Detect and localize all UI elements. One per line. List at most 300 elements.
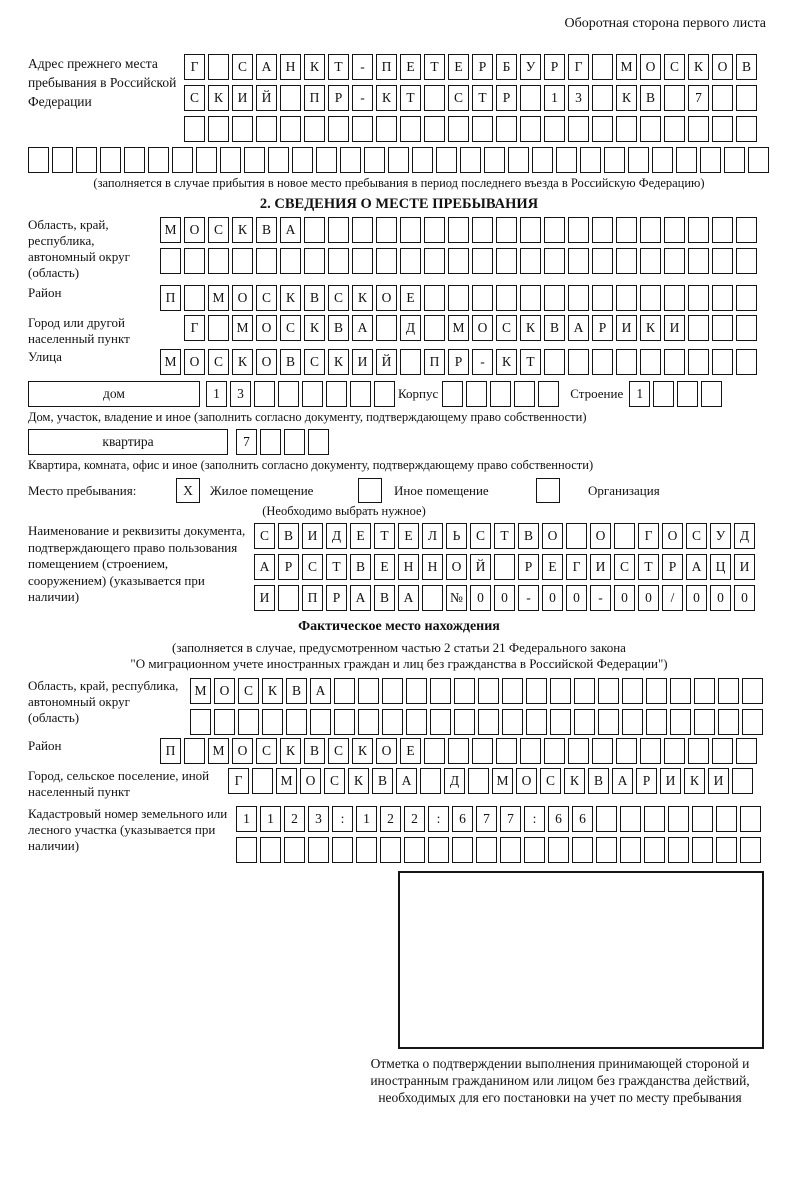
char-box[interactable]: Р — [518, 554, 539, 580]
char-box[interactable]: У — [710, 523, 731, 549]
char-box[interactable] — [614, 523, 635, 549]
char-box[interactable]: Е — [448, 54, 469, 80]
char-box[interactable]: С — [254, 523, 275, 549]
char-box[interactable] — [520, 116, 541, 142]
char-box[interactable]: : — [332, 806, 353, 832]
char-box[interactable] — [400, 349, 421, 375]
char-box[interactable] — [664, 248, 685, 274]
char-box[interactable] — [400, 248, 421, 274]
char-box[interactable] — [646, 709, 667, 735]
char-box[interactable]: Р — [544, 54, 565, 80]
char-box[interactable]: С — [496, 315, 517, 341]
char-box[interactable]: С — [232, 54, 253, 80]
char-box[interactable] — [736, 116, 757, 142]
char-box[interactable]: М — [160, 349, 181, 375]
char-box[interactable]: Р — [636, 768, 657, 794]
char-box[interactable] — [544, 217, 565, 243]
char-box[interactable] — [350, 381, 371, 407]
char-box[interactable] — [572, 837, 593, 863]
char-box[interactable]: О — [232, 285, 253, 311]
char-box[interactable] — [332, 837, 353, 863]
char-box[interactable] — [616, 248, 637, 274]
char-box[interactable]: 0 — [494, 585, 515, 611]
char-box[interactable]: А — [398, 585, 419, 611]
char-box[interactable] — [688, 116, 709, 142]
char-box[interactable]: И — [590, 554, 611, 580]
char-box[interactable]: О — [256, 349, 277, 375]
char-box[interactable]: Р — [472, 54, 493, 80]
char-box[interactable] — [712, 248, 733, 274]
char-box[interactable] — [592, 248, 613, 274]
char-box[interactable] — [340, 147, 361, 173]
char-box[interactable] — [640, 248, 661, 274]
char-box[interactable] — [544, 738, 565, 764]
char-box[interactable]: П — [304, 85, 325, 111]
char-box[interactable] — [374, 381, 395, 407]
char-box[interactable] — [646, 678, 667, 704]
char-box[interactable]: В — [350, 554, 371, 580]
char-box[interactable]: К — [496, 349, 517, 375]
char-box[interactable]: Е — [374, 554, 395, 580]
char-box[interactable] — [524, 837, 545, 863]
char-box[interactable]: В — [286, 678, 307, 704]
char-box[interactable] — [688, 315, 709, 341]
char-box[interactable] — [664, 285, 685, 311]
char-box[interactable] — [496, 116, 517, 142]
char-box[interactable]: О — [376, 285, 397, 311]
char-box[interactable]: 2 — [380, 806, 401, 832]
char-box[interactable]: - — [352, 54, 373, 80]
char-box[interactable] — [592, 217, 613, 243]
char-box[interactable] — [184, 738, 205, 764]
char-box[interactable] — [724, 147, 745, 173]
char-box[interactable] — [526, 678, 547, 704]
char-box[interactable]: Н — [398, 554, 419, 580]
char-box[interactable] — [302, 381, 323, 407]
char-box[interactable] — [124, 147, 145, 173]
char-box[interactable]: 0 — [470, 585, 491, 611]
char-box[interactable] — [620, 806, 641, 832]
checkbox-organization[interactable] — [536, 478, 560, 503]
char-box[interactable] — [592, 116, 613, 142]
char-box[interactable]: 7 — [500, 806, 521, 832]
char-box[interactable]: Д — [326, 523, 347, 549]
char-box[interactable] — [428, 837, 449, 863]
char-box[interactable] — [520, 248, 541, 274]
char-box[interactable]: М — [232, 315, 253, 341]
char-box[interactable] — [592, 85, 613, 111]
char-box[interactable]: И — [660, 768, 681, 794]
char-box[interactable] — [268, 147, 289, 173]
apartment-type-box[interactable]: квартира — [28, 429, 228, 455]
char-box[interactable] — [308, 837, 329, 863]
char-box[interactable]: 3 — [568, 85, 589, 111]
char-box[interactable]: М — [616, 54, 637, 80]
char-box[interactable]: 7 — [688, 85, 709, 111]
char-box[interactable] — [256, 116, 277, 142]
char-box[interactable]: К — [304, 315, 325, 341]
char-box[interactable]: Г — [228, 768, 249, 794]
char-box[interactable] — [598, 709, 619, 735]
char-box[interactable]: 0 — [566, 585, 587, 611]
char-box[interactable] — [616, 349, 637, 375]
char-box[interactable]: Г — [184, 315, 205, 341]
char-box[interactable]: К — [616, 85, 637, 111]
char-box[interactable]: 1 — [356, 806, 377, 832]
char-box[interactable] — [574, 709, 595, 735]
char-box[interactable] — [670, 678, 691, 704]
char-box[interactable] — [622, 709, 643, 735]
char-box[interactable] — [448, 248, 469, 274]
char-box[interactable]: А — [256, 54, 277, 80]
char-box[interactable] — [592, 738, 613, 764]
char-box[interactable]: Р — [326, 585, 347, 611]
char-box[interactable] — [326, 381, 347, 407]
char-box[interactable]: С — [302, 554, 323, 580]
char-box[interactable] — [304, 217, 325, 243]
char-box[interactable]: В — [518, 523, 539, 549]
char-box[interactable] — [260, 837, 281, 863]
char-box[interactable] — [382, 678, 403, 704]
char-box[interactable]: 0 — [614, 585, 635, 611]
char-box[interactable] — [468, 768, 489, 794]
char-box[interactable]: С — [664, 54, 685, 80]
char-box[interactable] — [568, 349, 589, 375]
char-box[interactable] — [262, 709, 283, 735]
char-box[interactable] — [664, 217, 685, 243]
char-box[interactable]: Т — [424, 54, 445, 80]
char-box[interactable]: / — [662, 585, 683, 611]
char-box[interactable] — [742, 709, 763, 735]
char-box[interactable]: П — [160, 285, 181, 311]
char-box[interactable] — [304, 248, 325, 274]
char-box[interactable] — [544, 248, 565, 274]
char-box[interactable] — [52, 147, 73, 173]
char-box[interactable] — [740, 837, 761, 863]
char-box[interactable] — [380, 837, 401, 863]
char-box[interactable]: К — [280, 285, 301, 311]
char-box[interactable] — [424, 116, 445, 142]
char-box[interactable] — [740, 806, 761, 832]
char-box[interactable]: В — [640, 85, 661, 111]
char-box[interactable]: Е — [350, 523, 371, 549]
char-box[interactable]: - — [518, 585, 539, 611]
char-box[interactable] — [604, 147, 625, 173]
char-box[interactable] — [452, 837, 473, 863]
char-box[interactable] — [404, 837, 425, 863]
char-box[interactable]: С — [184, 85, 205, 111]
char-box[interactable] — [644, 806, 665, 832]
char-box[interactable]: 6 — [452, 806, 473, 832]
char-box[interactable]: С — [280, 315, 301, 341]
char-box[interactable] — [448, 285, 469, 311]
char-box[interactable] — [148, 147, 169, 173]
char-box[interactable]: М — [190, 678, 211, 704]
char-box[interactable]: М — [208, 738, 229, 764]
char-box[interactable] — [592, 349, 613, 375]
char-box[interactable]: С — [208, 217, 229, 243]
char-box[interactable]: С — [304, 349, 325, 375]
char-box[interactable] — [160, 248, 181, 274]
char-box[interactable] — [596, 837, 617, 863]
char-box[interactable]: Т — [374, 523, 395, 549]
char-box[interactable] — [701, 381, 722, 407]
char-box[interactable] — [736, 315, 757, 341]
char-box[interactable]: О — [300, 768, 321, 794]
char-box[interactable]: 0 — [686, 585, 707, 611]
char-box[interactable]: 6 — [548, 806, 569, 832]
char-box[interactable] — [688, 217, 709, 243]
char-box[interactable] — [454, 709, 475, 735]
char-box[interactable]: С — [238, 678, 259, 704]
char-box[interactable]: А — [280, 217, 301, 243]
char-box[interactable] — [653, 381, 674, 407]
char-box[interactable] — [592, 285, 613, 311]
char-box[interactable] — [328, 248, 349, 274]
char-box[interactable] — [688, 738, 709, 764]
char-box[interactable] — [208, 54, 229, 80]
char-box[interactable]: В — [736, 54, 757, 80]
char-box[interactable] — [478, 678, 499, 704]
char-box[interactable]: Т — [328, 54, 349, 80]
char-box[interactable] — [568, 738, 589, 764]
char-box[interactable]: Т — [520, 349, 541, 375]
char-box[interactable]: М — [276, 768, 297, 794]
char-box[interactable]: М — [448, 315, 469, 341]
char-box[interactable]: О — [214, 678, 235, 704]
char-box[interactable] — [376, 315, 397, 341]
char-box[interactable] — [100, 147, 121, 173]
char-box[interactable] — [688, 248, 709, 274]
char-box[interactable]: А — [612, 768, 633, 794]
char-box[interactable] — [460, 147, 481, 173]
char-box[interactable]: 0 — [734, 585, 755, 611]
char-box[interactable]: Е — [400, 285, 421, 311]
char-box[interactable]: К — [688, 54, 709, 80]
char-box[interactable]: В — [328, 315, 349, 341]
char-box[interactable] — [502, 709, 523, 735]
char-box[interactable] — [566, 523, 587, 549]
char-box[interactable] — [664, 85, 685, 111]
char-box[interactable] — [184, 285, 205, 311]
char-box[interactable] — [712, 285, 733, 311]
char-box[interactable]: С — [328, 285, 349, 311]
char-box[interactable]: В — [544, 315, 565, 341]
char-box[interactable]: С — [256, 738, 277, 764]
char-box[interactable] — [640, 738, 661, 764]
char-box[interactable] — [712, 85, 733, 111]
char-box[interactable] — [676, 147, 697, 173]
char-box[interactable]: И — [232, 85, 253, 111]
char-box[interactable] — [376, 248, 397, 274]
char-box[interactable]: С — [328, 738, 349, 764]
char-box[interactable] — [260, 429, 281, 455]
char-box[interactable] — [284, 837, 305, 863]
char-box[interactable] — [448, 217, 469, 243]
char-box[interactable]: Й — [256, 85, 277, 111]
char-box[interactable]: Б — [496, 54, 517, 80]
char-box[interactable] — [244, 147, 265, 173]
char-box[interactable] — [454, 678, 475, 704]
char-box[interactable] — [616, 285, 637, 311]
char-box[interactable] — [304, 116, 325, 142]
char-box[interactable]: Е — [400, 54, 421, 80]
char-box[interactable]: : — [524, 806, 545, 832]
char-box[interactable]: - — [352, 85, 373, 111]
char-box[interactable]: Е — [400, 738, 421, 764]
char-box[interactable] — [364, 147, 385, 173]
char-box[interactable] — [736, 738, 757, 764]
char-box[interactable] — [628, 147, 649, 173]
char-box[interactable] — [478, 709, 499, 735]
char-box[interactable]: С — [686, 523, 707, 549]
char-box[interactable]: Р — [496, 85, 517, 111]
char-box[interactable]: И — [708, 768, 729, 794]
char-box[interactable]: К — [348, 768, 369, 794]
char-box[interactable]: А — [310, 678, 331, 704]
char-box[interactable] — [184, 248, 205, 274]
char-box[interactable] — [736, 248, 757, 274]
char-box[interactable]: А — [686, 554, 707, 580]
char-box[interactable] — [496, 738, 517, 764]
char-box[interactable] — [316, 147, 337, 173]
char-box[interactable]: - — [472, 349, 493, 375]
char-box[interactable]: Т — [326, 554, 347, 580]
char-box[interactable] — [520, 285, 541, 311]
char-box[interactable]: В — [372, 768, 393, 794]
char-box[interactable] — [310, 709, 331, 735]
char-box[interactable] — [668, 806, 689, 832]
char-box[interactable] — [736, 217, 757, 243]
char-box[interactable]: А — [568, 315, 589, 341]
char-box[interactable]: Е — [542, 554, 563, 580]
char-box[interactable] — [278, 585, 299, 611]
char-box[interactable] — [514, 381, 535, 407]
char-box[interactable]: Н — [422, 554, 443, 580]
char-box[interactable] — [526, 709, 547, 735]
char-box[interactable] — [280, 248, 301, 274]
char-box[interactable] — [742, 678, 763, 704]
char-box[interactable]: А — [396, 768, 417, 794]
char-box[interactable] — [472, 248, 493, 274]
char-box[interactable]: С — [324, 768, 345, 794]
char-box[interactable]: М — [492, 768, 513, 794]
char-box[interactable]: Г — [638, 523, 659, 549]
char-box[interactable] — [548, 837, 569, 863]
char-box[interactable] — [544, 285, 565, 311]
char-box[interactable] — [184, 116, 205, 142]
char-box[interactable]: Р — [592, 315, 613, 341]
char-box[interactable] — [208, 315, 229, 341]
char-box[interactable]: И — [734, 554, 755, 580]
char-box[interactable] — [466, 381, 487, 407]
char-box[interactable] — [598, 678, 619, 704]
char-box[interactable]: О — [590, 523, 611, 549]
char-box[interactable] — [640, 217, 661, 243]
char-box[interactable] — [736, 285, 757, 311]
char-box[interactable] — [236, 837, 257, 863]
char-box[interactable]: 1 — [236, 806, 257, 832]
char-box[interactable]: Р — [448, 349, 469, 375]
char-box[interactable] — [382, 709, 403, 735]
char-box[interactable] — [688, 285, 709, 311]
char-box[interactable]: 7 — [236, 429, 257, 455]
char-box[interactable] — [430, 709, 451, 735]
char-box[interactable] — [616, 738, 637, 764]
char-box[interactable]: Т — [638, 554, 659, 580]
char-box[interactable]: О — [376, 738, 397, 764]
char-box[interactable] — [568, 285, 589, 311]
char-box[interactable]: 1 — [260, 806, 281, 832]
char-box[interactable] — [76, 147, 97, 173]
char-box[interactable]: О — [712, 54, 733, 80]
char-box[interactable] — [640, 349, 661, 375]
char-box[interactable] — [668, 837, 689, 863]
char-box[interactable] — [748, 147, 769, 173]
char-box[interactable] — [712, 315, 733, 341]
char-box[interactable]: Д — [444, 768, 465, 794]
char-box[interactable] — [712, 116, 733, 142]
char-box[interactable]: Й — [376, 349, 397, 375]
char-box[interactable] — [644, 837, 665, 863]
char-box[interactable] — [284, 429, 305, 455]
char-box[interactable]: Г — [184, 54, 205, 80]
char-box[interactable] — [424, 248, 445, 274]
char-box[interactable]: В — [304, 285, 325, 311]
char-box[interactable] — [352, 116, 373, 142]
char-box[interactable]: И — [352, 349, 373, 375]
checkbox-residential[interactable]: X — [176, 478, 200, 503]
char-box[interactable]: Р — [662, 554, 683, 580]
char-box[interactable] — [532, 147, 553, 173]
char-box[interactable] — [424, 315, 445, 341]
char-box[interactable] — [716, 837, 737, 863]
char-box[interactable]: № — [446, 585, 467, 611]
char-box[interactable] — [736, 349, 757, 375]
char-box[interactable]: О — [446, 554, 467, 580]
char-box[interactable]: В — [280, 349, 301, 375]
char-box[interactable] — [568, 248, 589, 274]
char-box[interactable]: 7 — [476, 806, 497, 832]
char-box[interactable] — [400, 217, 421, 243]
char-box[interactable]: С — [540, 768, 561, 794]
char-box[interactable] — [568, 217, 589, 243]
char-box[interactable] — [694, 709, 715, 735]
char-box[interactable]: 1 — [206, 381, 227, 407]
char-box[interactable]: 3 — [230, 381, 251, 407]
char-box[interactable]: С — [614, 554, 635, 580]
char-box[interactable] — [718, 709, 739, 735]
char-box[interactable]: И — [302, 523, 323, 549]
char-box[interactable] — [712, 217, 733, 243]
char-box[interactable] — [448, 738, 469, 764]
char-box[interactable] — [196, 147, 217, 173]
char-box[interactable] — [620, 837, 641, 863]
char-box[interactable] — [732, 768, 753, 794]
char-box[interactable]: О — [542, 523, 563, 549]
char-box[interactable]: С — [208, 349, 229, 375]
char-box[interactable]: К — [262, 678, 283, 704]
char-box[interactable]: В — [374, 585, 395, 611]
char-box[interactable] — [472, 285, 493, 311]
char-box[interactable] — [712, 738, 733, 764]
char-box[interactable] — [232, 116, 253, 142]
char-box[interactable] — [502, 678, 523, 704]
char-box[interactable]: 0 — [638, 585, 659, 611]
char-box[interactable] — [556, 147, 577, 173]
char-box[interactable] — [406, 709, 427, 735]
char-box[interactable] — [544, 349, 565, 375]
